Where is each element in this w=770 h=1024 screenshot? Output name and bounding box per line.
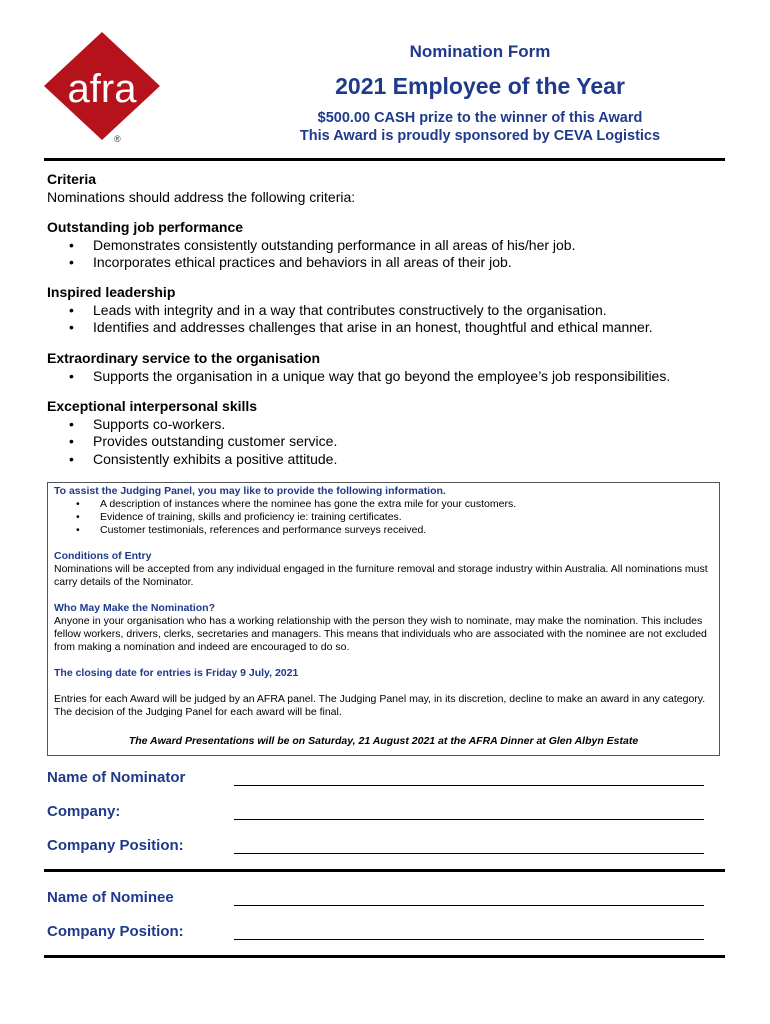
- nominator-position-input-line[interactable]: [234, 853, 704, 854]
- list-item: • Supports the organisation in a unique way that go beyond the employee’s job responsibilities.: [47, 368, 747, 386]
- field-label: Name of Nominator: [47, 769, 186, 786]
- field-label: Company Position:: [47, 923, 184, 940]
- company-input-line[interactable]: [234, 819, 704, 820]
- form-divider: [44, 869, 725, 872]
- criteria-group-leadership: [47, 284, 747, 337]
- criteria-intro: [47, 171, 747, 206]
- who-heading: Who May Make the Nomination?: [54, 602, 216, 614]
- list-item: • Incorporates ethical practices and behaviors in all areas of their job.: [47, 254, 747, 272]
- prize-text: $500.00 CASH prize to the winner of this Award: [317, 110, 643, 126]
- list-item: • Consistently exhibits a positive attitude.: [47, 451, 747, 469]
- nominator-name-input-line[interactable]: [234, 785, 704, 786]
- footer-divider: [44, 955, 725, 958]
- nominator-position-field[interactable]: [47, 837, 707, 859]
- group-heading: Extraordinary service to the organisation: [47, 350, 321, 366]
- afra-logo: [40, 28, 170, 144]
- nominee-name-field[interactable]: [47, 889, 707, 911]
- presentation-note: The Award Presentations will be on Saturday, 21 August 2021 at the AFRA Dinner at Glen Albyn Estate: [128, 735, 639, 747]
- group-heading: Exceptional interpersonal skills: [47, 398, 258, 414]
- form-label: Nomination Form: [409, 42, 551, 61]
- closing-date: The closing date for entries is Friday 9 July, 2021: [54, 667, 299, 679]
- field-label: Company:: [47, 803, 121, 820]
- criteria-heading: Criteria: [47, 171, 97, 187]
- field-label: Company Position:: [47, 837, 184, 854]
- conditions-heading: Conditions of Entry: [54, 550, 152, 562]
- field-label: Name of Nominee: [47, 889, 174, 906]
- logo-text: afra: [67, 67, 137, 111]
- afra-logo-graphic: [40, 28, 170, 144]
- criteria-intro-text: Nominations should address the following criteria:: [47, 188, 356, 205]
- assist-heading: To assist the Judging Panel, you may like to provide the following information.: [54, 485, 446, 497]
- group-heading: Inspired leadership: [47, 284, 176, 300]
- criteria-group-job-performance: [47, 219, 747, 272]
- conditions-text: Nominations will be accepted from any individual engaged in the furniture removal and storage industry within Australia. All nominations must carry details of the Nominator.: [54, 563, 708, 588]
- list-item: • Supports co-workers.: [47, 416, 747, 434]
- group-heading: Outstanding job performance: [47, 219, 244, 235]
- list-item: • Demonstrates consistently outstanding performance in all areas of his/her job.: [47, 237, 747, 255]
- list-item: • A description of instances where the nominee has gone the extra mile for your customers.: [54, 498, 713, 511]
- list-item: • Evidence of training, skills and proficiency ie: training certificates.: [54, 511, 713, 524]
- list-item: • Customer testimonials, references and performance surveys received.: [54, 524, 713, 537]
- judging-text: Entries for each Award will be judged by an AFRA panel. The Judging Panel may, in its discretion, decline to make an award in any category. The decision of the Judging Panel for each award will be final.: [54, 693, 706, 718]
- page-title: 2021 Employee of the Year: [335, 73, 625, 99]
- criteria-group-service: [47, 350, 747, 385]
- criteria-group-interpersonal: [47, 398, 747, 468]
- nominator-name-field[interactable]: [47, 769, 707, 791]
- list-item: • Identifies and addresses challenges that arise in an honest, thoughtful and ethical manner.: [47, 319, 747, 337]
- sponsor-text: This Award is proudly sponsored by CEVA Logistics: [299, 128, 661, 144]
- registered-mark: ®: [114, 134, 121, 144]
- list-item: • Leads with integrity and in a way that contributes constructively to the organisation.: [47, 302, 747, 320]
- nominator-company-field[interactable]: [47, 803, 707, 825]
- list-item: • Provides outstanding customer service.: [47, 433, 747, 451]
- nominee-name-input-line[interactable]: [234, 905, 704, 906]
- who-text: Anyone in your organisation who has a working relationship with the person they wish to nominate, may make the nomination. This includes fellow workers, drivers, clerks, secretaries and managers. This means that individuals who are associated with the nominee are not excluded from making a nomination and indeed are encouraged to do so.: [54, 615, 707, 653]
- header-divider: [44, 158, 725, 161]
- nominee-position-field[interactable]: [47, 923, 707, 945]
- judging-info-box: [47, 482, 720, 756]
- nominee-position-input-line[interactable]: [234, 939, 704, 940]
